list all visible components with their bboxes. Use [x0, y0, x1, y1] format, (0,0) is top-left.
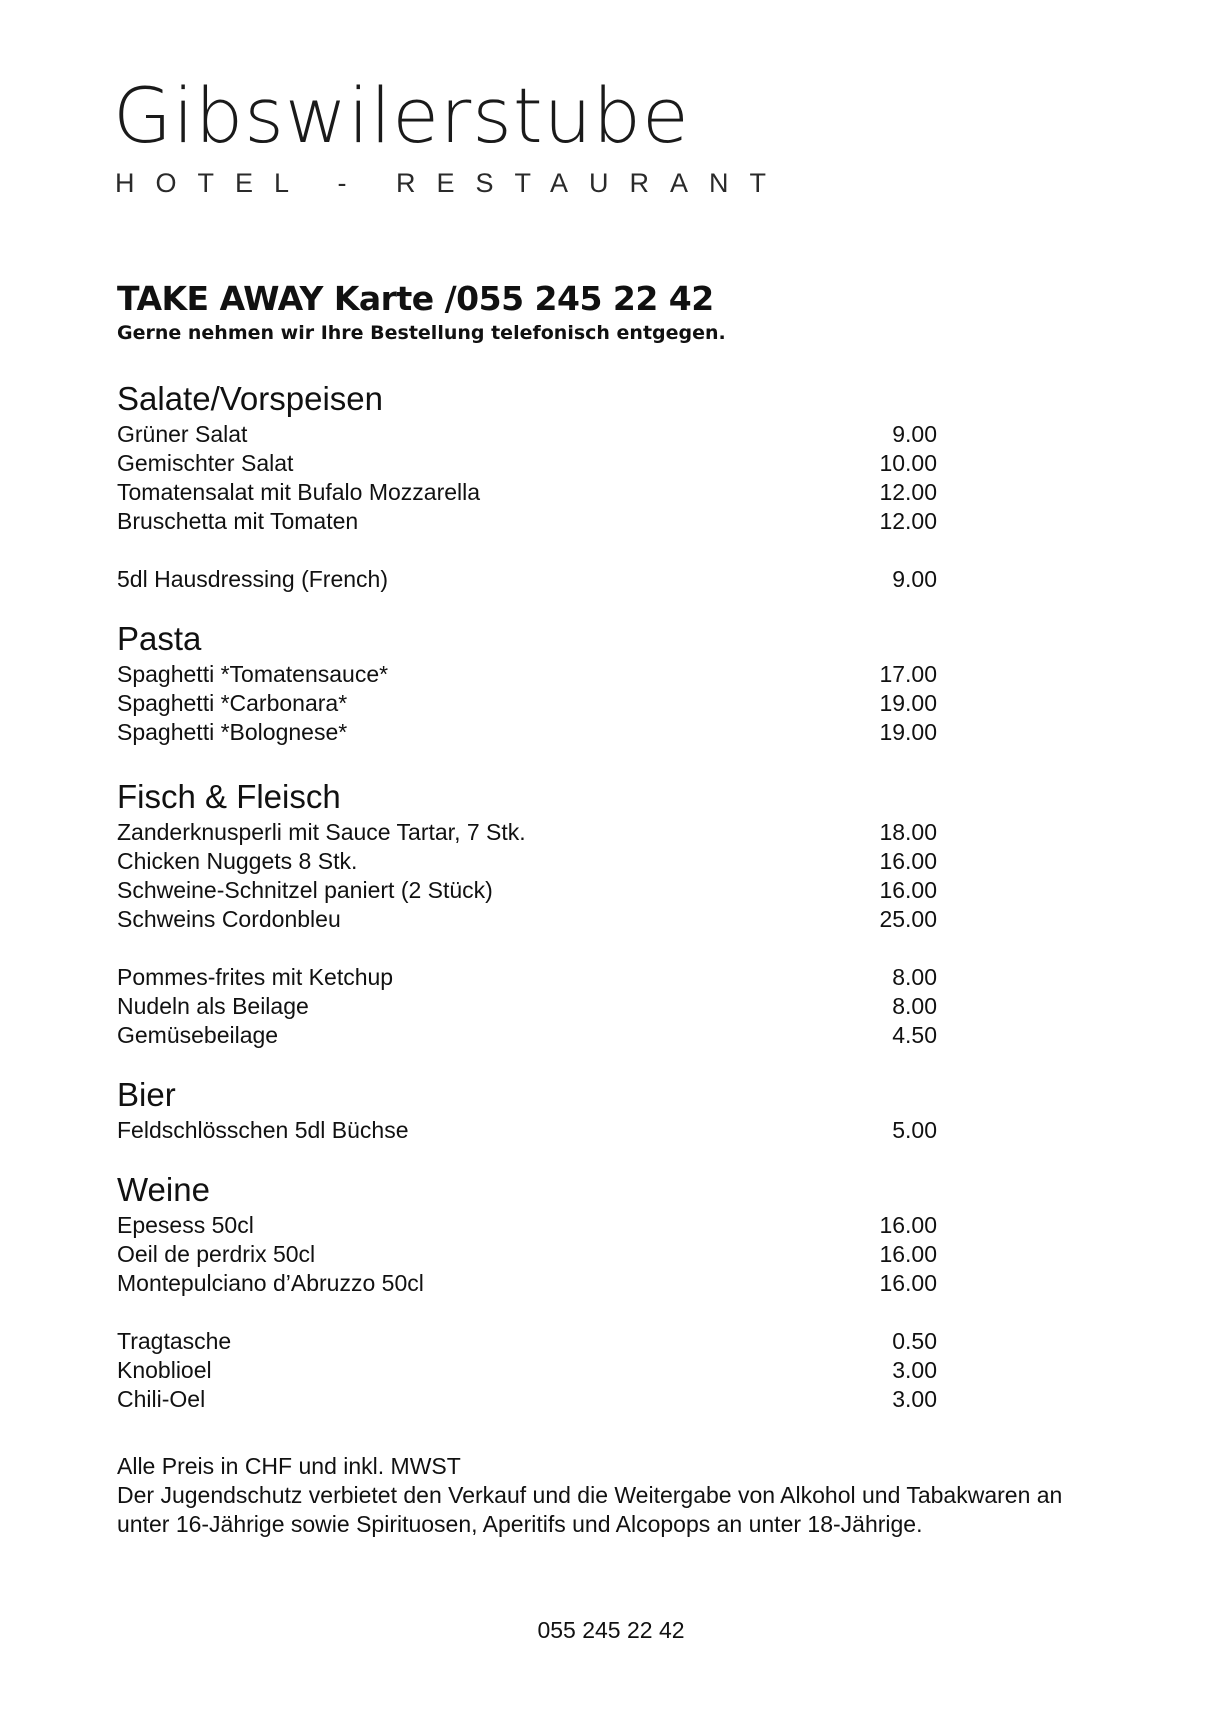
menu-item [117, 420, 937, 449]
menu-item-name: Schweins Cordonbleu [117, 906, 341, 932]
group-spacer [117, 934, 937, 963]
page-title: TAKE AWAY Karte /055 245 22 42 [117, 279, 714, 318]
menu-item [117, 1240, 937, 1269]
menu-item-name: Zanderknusperli mit Sauce Tartar, 7 Stk. [117, 819, 526, 845]
menu-item-name: Pommes-frites mit Ketchup [117, 964, 394, 990]
menu-item [117, 449, 937, 478]
menu-item-price: 10.00 [879, 450, 937, 476]
menu-section [117, 776, 937, 1050]
menu-item-name: Chili-Oel [117, 1386, 206, 1412]
menu-item-name: Spaghetti *Tomatensauce* [117, 661, 389, 687]
menu-item [117, 905, 937, 934]
menu-item-price: 16.00 [879, 848, 937, 874]
menu-section [117, 1074, 937, 1145]
menu-item-price: 3.00 [892, 1386, 937, 1412]
restaurant-logo [113, 71, 788, 198]
menu-item [117, 818, 937, 847]
menu-item [117, 565, 937, 594]
menu-item [117, 963, 937, 992]
note-line: unter 16-Jährige sowie Spirituosen, Aperitifs und Alcopops an unter 18-Jährige. [117, 1511, 923, 1537]
menu-item [117, 1327, 937, 1356]
menu-item-price: 19.00 [879, 690, 937, 716]
menu-item-name: Nudeln als Beilage [117, 993, 309, 1019]
menu-item-name: Feldschlösschen 5dl Büchse [117, 1117, 409, 1143]
menu-item-price: 16.00 [879, 1241, 937, 1267]
menu-item-price: 4.50 [892, 1022, 937, 1048]
menu-item-name: Knoblioel [117, 1357, 212, 1383]
section-title: Weine [117, 1171, 210, 1208]
menu-item-name: Montepulciano d’Abruzzo 50cl [117, 1270, 424, 1296]
logo-subtitle: HOTEL - RESTAURANT [115, 168, 788, 198]
section-spacer [117, 1050, 937, 1074]
menu-item [117, 478, 937, 507]
menu-item-price: 8.00 [892, 964, 937, 990]
menu-item [117, 992, 937, 1021]
section-spacer [117, 747, 937, 776]
menu-item-price: 8.00 [892, 993, 937, 1019]
menu-item [117, 1385, 937, 1414]
menu-item-name: Grüner Salat [117, 421, 248, 447]
logo-name: Gibswilerstube [113, 71, 690, 160]
menu-item-name: Gemüsebeilage [117, 1022, 279, 1048]
footer-notes [117, 1452, 1177, 1539]
menu-item [117, 718, 937, 747]
menu-item-name: Spaghetti *Carbonara* [117, 690, 348, 716]
menu-item-price: 18.00 [879, 819, 937, 845]
menu-item-price: 25.00 [879, 906, 937, 932]
section-title: Fisch & Fleisch [117, 778, 341, 815]
menu-item-name: Chicken Nuggets 8 Stk. [117, 848, 358, 874]
menu-item-price: 5.00 [892, 1117, 937, 1143]
menu-item-price: 12.00 [879, 479, 937, 505]
section-title: Pasta [117, 620, 202, 657]
menu-item-price: 0.50 [892, 1328, 937, 1354]
section-spacer [117, 1145, 937, 1169]
menu-item-name: Schweine-Schnitzel paniert (2 Stück) [117, 877, 493, 903]
menu-item-name: 5dl Hausdressing (French) [117, 566, 389, 592]
menu-item [117, 1269, 937, 1298]
menu-item-price: 16.00 [879, 877, 937, 903]
footer-phone: 055 245 22 42 [537, 1617, 685, 1643]
menu-item [117, 1211, 937, 1240]
menu-item-name: Oeil de perdrix 50cl [117, 1241, 316, 1267]
menu-item-price: 3.00 [892, 1357, 937, 1383]
menu-item [117, 847, 937, 876]
menu-item-price: 16.00 [879, 1270, 937, 1296]
menu-item [117, 876, 937, 905]
menu-item-name: Spaghetti *Bolognese* [117, 719, 348, 745]
menu-item-name: Tragtasche [117, 1328, 232, 1354]
menu-item [117, 660, 937, 689]
menu-item-name: Tomatensalat mit Bufalo Mozzarella [117, 479, 481, 505]
menu-item [117, 1021, 937, 1050]
menu-item [117, 1356, 937, 1385]
note-line: Der Jugendschutz verbietet den Verkauf und die Weitergabe von Alkohol und Tabakwaren an [117, 1482, 1063, 1508]
menu-list [117, 378, 937, 1414]
menu-section [117, 1169, 937, 1414]
menu-item-price: 9.00 [892, 566, 937, 592]
menu-section [117, 378, 937, 594]
menu-item-name: Gemischter Salat [117, 450, 294, 476]
note-line: Alle Preis in CHF und inkl. MWST [117, 1453, 461, 1479]
section-title: Bier [117, 1076, 176, 1113]
section-title: Salate/Vorspeisen [117, 380, 384, 417]
menu-section [117, 618, 937, 747]
menu-item-price: 12.00 [879, 508, 937, 534]
menu-item-price: 9.00 [892, 421, 937, 447]
menu-item-price: 16.00 [879, 1212, 937, 1238]
menu-item [117, 507, 937, 536]
menu-item-name: Bruschetta mit Tomaten [117, 508, 359, 534]
menu-item-price: 17.00 [879, 661, 937, 687]
menu-item [117, 689, 937, 718]
group-spacer [117, 1298, 937, 1327]
menu-item-name: Epesess 50cl [117, 1212, 254, 1238]
menu-item [117, 1116, 937, 1145]
menu-item-price: 19.00 [879, 719, 937, 745]
page-subtitle: Gerne nehmen wir Ihre Bestellung telefonisch entgegen. [117, 322, 726, 344]
section-spacer [117, 594, 937, 618]
group-spacer [117, 536, 937, 565]
